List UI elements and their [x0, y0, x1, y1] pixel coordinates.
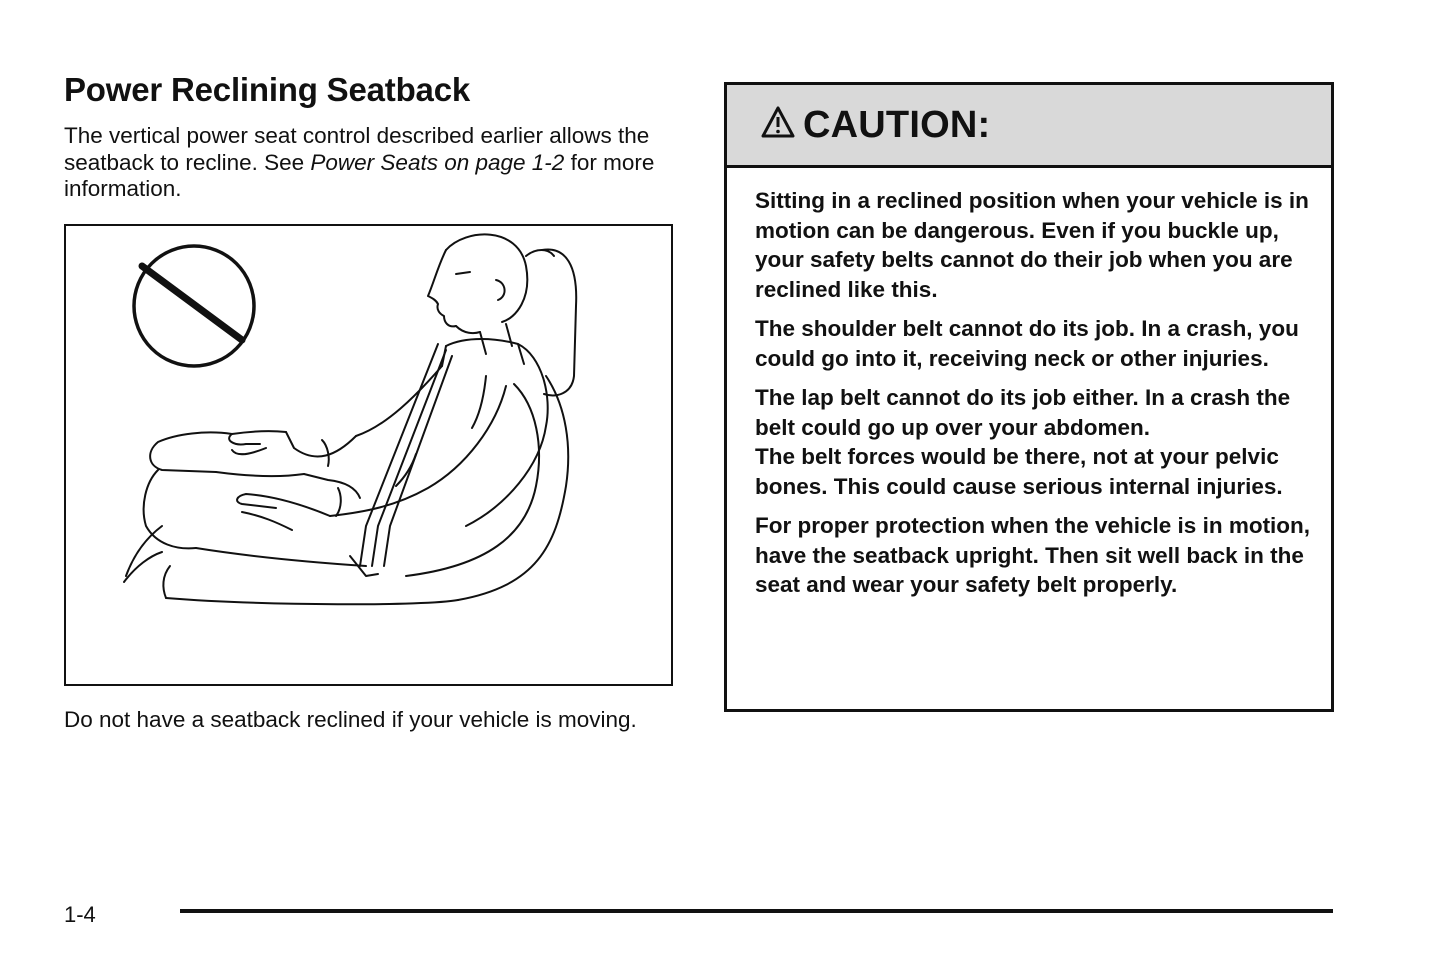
prohibition-icon [134, 246, 254, 366]
reclined-seat-illustration [64, 224, 673, 686]
intro-paragraph [64, 123, 664, 203]
figure-caption: Do not have a seatback reclined if your vehicle is moving. [64, 707, 637, 732]
left-column [64, 70, 674, 203]
section-heading: Power Reclining Seatback [64, 71, 471, 108]
intro-tail: for more information. [64, 149, 655, 201]
caution-title: CAUTION: [803, 103, 991, 146]
page-number: 1-4 [64, 902, 96, 927]
caution-paragraph: The shoulder belt cannot do its job. In a crash, you could go into it, receiving neck or other injuries. [755, 316, 1299, 371]
caution-body [727, 168, 1331, 600]
intro-text: The vertical power seat control described earlier allows the seatback to recline. See [64, 123, 650, 175]
warning-triangle-icon [761, 105, 795, 139]
caution-paragraph: For proper protection when the vehicle is in motion, have the seatback upright. Then sit well back in the seat and wear your safety belt properly. [755, 513, 1311, 597]
caution-paragraph: The lap belt cannot do its job either. In a crash the belt could go up over your abdomen. [755, 385, 1291, 440]
person-drawing [126, 234, 548, 576]
caution-paragraph: The belt forces would be there, not at your pelvic bones. This could cause serious internal injuries. [755, 444, 1283, 499]
caution-box [724, 82, 1334, 712]
footer-rule [180, 909, 1333, 913]
caution-paragraph: Sitting in a reclined position when your vehicle is in motion can be dangerous. Even if you buckle up, your safety belts cannot do their job when you are reclined like this. [755, 188, 1309, 302]
caution-header [727, 85, 1331, 168]
cross-reference-link[interactable]: Power Seats on page 1-2 [310, 149, 565, 175]
